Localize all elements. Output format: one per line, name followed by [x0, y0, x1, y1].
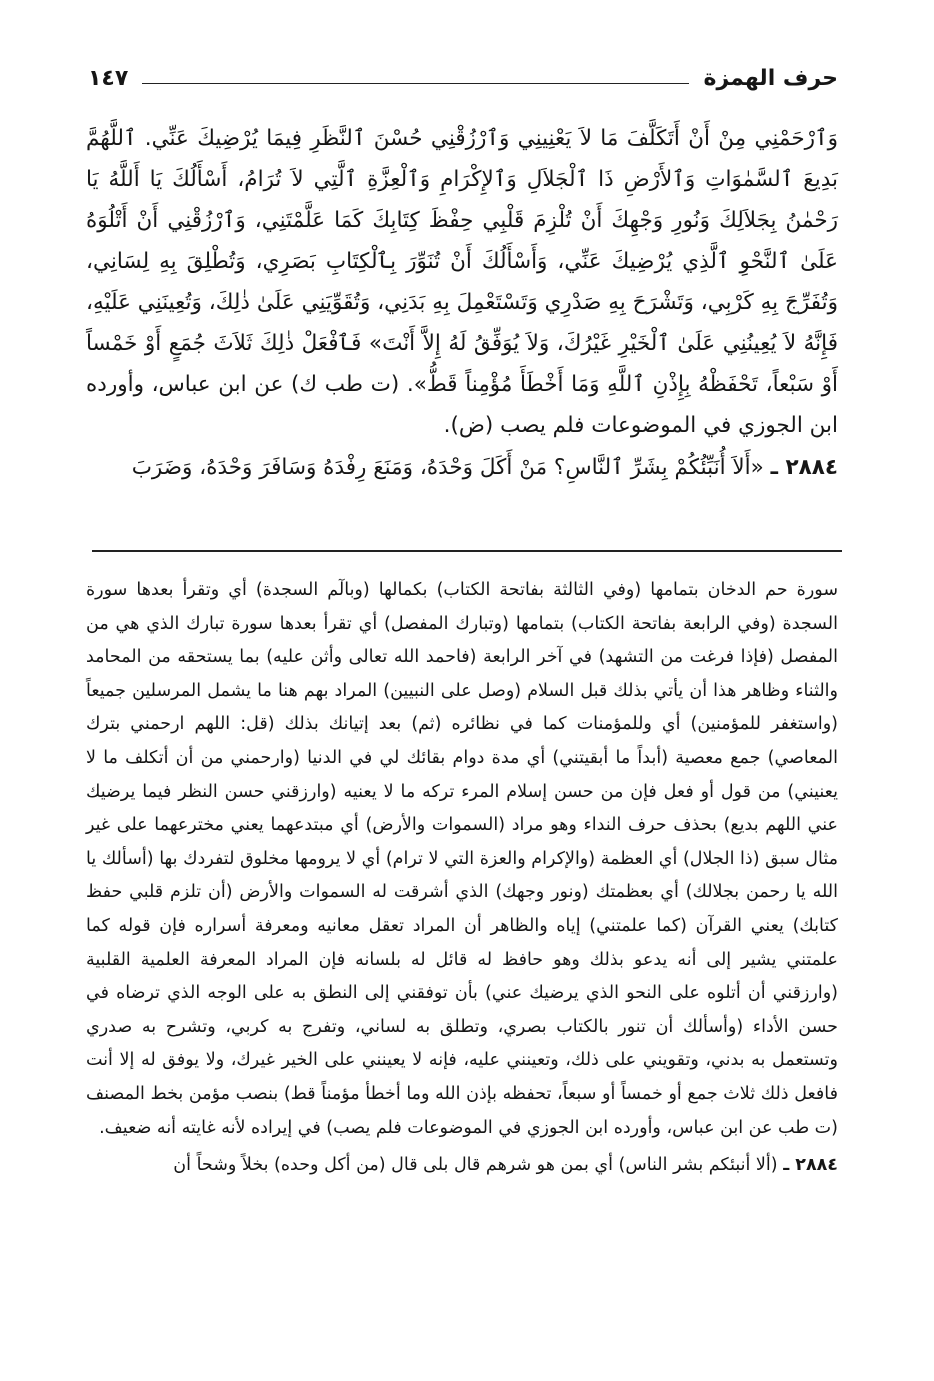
hadith-text-start: «أَلاَ أُنَبِّئُكُمْ بِشَرِّ ٱلنَّاسِ؟ مَنْ أَكَلَ وَحْدَهُ، وَمَنَعَ رِفْدَهُ وَسَافَرَ وَحْدَهُ، وَضَرَبَ — [131, 455, 764, 480]
chapter-title: حرف الهمزة — [703, 65, 838, 91]
commentary-text — [86, 574, 838, 1183]
commentary-hadith-number: ٢٨٨٤ ـ — [783, 1155, 838, 1176]
commentary-paragraph: سورة حم الدخان بتمامها (وفي الثالثة بفاتحة الكتاب) بكمالها (وبالٓم السجدة) أي وتقرأ بعدها سورة السجدة (وفي الرابعة بفاتحة الكتاب) بتمامها (وتبارك المفصل) أي تقرأ بعدها سورة تبارك الذي هي من المفصل (فإذا فرغت من التشهد) في آخر الرابعة (فاحمد الله تعالى وأثن عليه) بما يستحقه من المحامد والثناء وظاهر هذا أن يأتي بذلك قبل السلام (وصل على النبيين) المراد بهم هنا ما يشمل المرسلين جميعاً (واستغفر للمؤمنين) أي وللمؤمنات كما في نظائره (ثم) بعد إتيانك بذلك (قل: اللهم ارحمني بترك المعاصي) جمع معصية (أبداً ما أبقيتني) أي مدة دوام بقائك لي في الدنيا (وارحمني من أن أتكلف ما لا يعنيني) من قول أو فعل فإن من حسن إسلام المرء تركه ما لا يعنيه (وارزقني حسن النظر فيما يرضيك عني اللهم بديع) بحذف حرف النداء وهو مراد (السموات والأرض) أي مبتدعهما يعني مخترعهما على غير مثال سبق (ذا الجلال) أي العظمة (والإكرام والعزة التي لا ترام) أي لا يرومها مخلوق لتفردك بها (أسألك يا الله يا رحمن بجلالك) أي بعظمتك (ونور وجهك) الذي أشرقت له السموات والأرض (أن تلزم قلبي حفظ كتابك) يعني القرآن (كما علمتني) إياه والظاهر أن المراد تعقل معانيه ومعرفة أسراره فإن قوله كما علمتني يشير إلى أنه يدعو بذلك وهو حافظ له قائل له بلسانه فإن المراد المعرفة العلمية القلبية (وارزقني أن أتلوه على النحو الذي يرضيك عني) بأن توفقني إلى النطق به على الوجه الذي ترضاه في حسن الأداء (وأسألك أن تنور بالكتاب بصري، وتطلق به لساني، وتفرج به كربي، وتشرح به صدري وتستعمل به بدني، وتقويني على ذلك، وتعينني عليه، فإنه لا يعينني على الخير غيرك، ولا يوفق له إلا أنت فافعل ذلك ثلاث جمع أو خمساً أو سبعاً، تحفظه بإذن الله وما أخطأ مؤمناً قط) بنصب مؤمن بخط المصنف (ت طب عن ابن عباس، وأورده ابن الجوزي في الموضوعات فلم يصب) في إيراده لأنه غايته أنه ضعيف. — [86, 580, 838, 1138]
hadith-number: ٢٨٨٤ ـ — [770, 455, 838, 480]
section-divider — [92, 550, 842, 552]
commentary-paragraph — [86, 1149, 838, 1183]
commentary-text-start: (ألا أنبئكم بشر الناس) أي بمن هو شرهم قال بلى قال (من أكل وحده) بخلاً وشحاً أن — [173, 1155, 778, 1176]
hadith-paragraph: وَٱرْحَمْنِي مِنْ أَنْ أَتَكَلَّفَ مَا لاَ يَعْنِينِي وَٱرْزُقْنِي حُسْنَ ٱلنَّظَرِ فِيمَا يُرْضِيكَ عَنِّي. ٱللَّهُمَّ بَدِيعَ ٱلسَّمٰوَاتِ وَٱلأَرْضِ ذَا ٱلْجَلاَلِ وَٱلإِكْرَامِ وَٱلْعِزَّةِ ٱلَّتِي لاَ تُرَامُ، أَسْأَلُكَ يَا أَللَّهُ يَا رَحْمٰنُ بِجَلاَلِكَ وَنُورِ وَجْهِكَ أَنْ تُلْزِمَ قَلْبِي حِفْظَ كِتَابِكَ كَمَا عَلَّمْتَنِي، وَٱرْزُقْنِي أَنْ أَتْلُوَهُ عَلَىٰ ٱلنَّحْوِ ٱلَّذِي يُرْضِيكَ عَنِّي، وَأَسْأَلُكَ أَنْ تُنَوِّرَ بِٱلْكِتَابِ بَصَرِي، وَتُطْلِقَ بِهِ لِسَانِي، وَتُفَرِّجَ بِهِ كَرْبِي، وَتَشْرَحَ بِهِ صَدْرِي وَتَسْتَعْمِلَ بِهِ بَدَنِي، وَتُقَوِّيَنِي عَلَىٰ ذٰلِكَ، وَتُعِينَنِي عَلَيْهِ، فَإِنَّهُ لاَ يُعِينُنِي عَلَىٰ ٱلْخَيْرِ غَيْرُكَ، وَلاَ يُوَفِّقُ لَهُ إِلاَّ أَنْتَ» فَٱفْعَلْ ذٰلِكَ ثَلاَثَ جُمَعٍ أَوْ خَمْساً أَوْ سَبْعاً، تَحْفَظْهُ بِإِذْنِ ٱللَّهِ وَمَا أَخْطَأَ مُؤْمِناً قَطُّ». (ت طب ك) عن ابن عباس، وأورده ابن الجوزي في الموضوعات فلم يصب (ض). — [86, 126, 838, 438]
page-number: ١٤٧ — [88, 65, 129, 91]
running-header — [88, 58, 838, 98]
header-rule — [142, 83, 689, 84]
hadith-text — [86, 118, 838, 488]
hadith-paragraph — [86, 447, 838, 488]
